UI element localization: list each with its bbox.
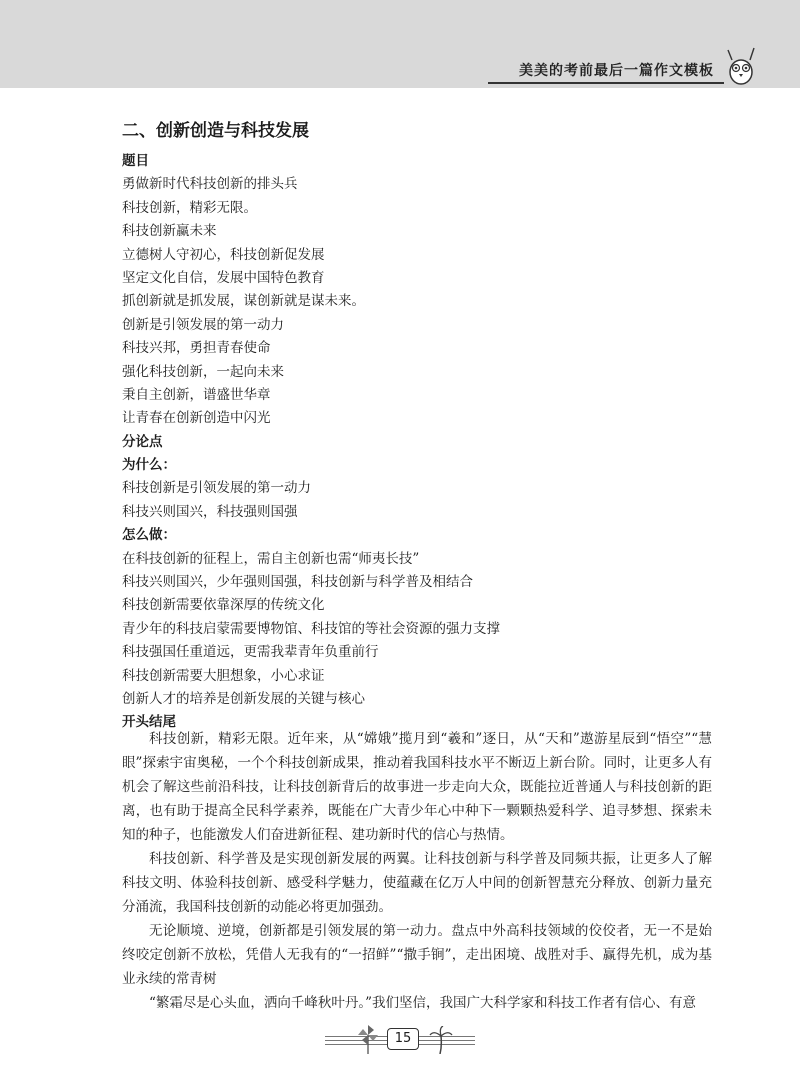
section-title: 二、创新创造与科技发展 (122, 121, 309, 141)
topic-item: 勇做新时代科技创新的排头兵 (122, 176, 298, 193)
topic-item: 秉自主创新，谱盛世华章 (122, 386, 271, 403)
how-item: 科技兴则国兴，少年强则国强，科技创新与科学普及相结合 (122, 574, 473, 591)
how-item: 科技强国任重道远，更需我辈青年负重前行 (122, 644, 379, 661)
opening-ending-heading: 开头结尾 (122, 714, 176, 731)
how-item: 科技创新需要依靠深厚的传统文化 (122, 597, 325, 614)
page-footer (325, 1022, 475, 1066)
palm-tree-icon (429, 1026, 453, 1054)
body-paragraph: 科技创新，精彩无限。近年来，从“嫦娥”揽月到“羲和”逐日，从“天和”遨游星辰到“悟空”“慧眼”探索宇宙奥秘，一个个科技创新成果，推动着我国科技水平不断迈上新台阶。同时，让更多人有机会了解这些前沿科技，让科技创新背后的故事进一步走向大众，既能拉近普通人与科技创新的距离，也有助于提高全民科学素养，既能在广大青少年心中种下一颗颗热爱科学、追寻梦想、探索未知的种子，也能激发人们奋进新征程、建功新时代的信心与热情。 (122, 731, 712, 843)
topic-item: 科技创新，精彩无限。 (122, 199, 257, 216)
how-item: 在科技创新的征程上，需自主创新也需“师夷长技” (122, 550, 420, 567)
how-heading: 怎么做： (122, 527, 176, 544)
point-heading: 分论点 (122, 433, 163, 450)
topic-item: 抓创新就是抓发展，谋创新就是谋未来。 (122, 293, 365, 310)
why-heading: 为什么： (122, 457, 176, 474)
body-paragraph: “繁霜尽是心头血，洒向千峰秋叶丹。”我们坚信，我国广大科学家和科技工作者有信心、有意 (149, 995, 697, 1011)
sample-paragraphs (122, 727, 712, 1015)
how-item: 科技创新需要大胆想象，小心求证 (122, 667, 325, 684)
topic-item: 科技创新赢未来 (122, 223, 217, 240)
header-rule (488, 82, 724, 84)
why-item: 科技创新是引领发展的第一动力 (122, 480, 311, 497)
pinwheel-icon (357, 1024, 379, 1054)
how-item: 创新人才的培养是创新发展的关键与核心 (122, 690, 365, 707)
topic-heading: 题目 (122, 153, 149, 169)
page-number: 15 (387, 1028, 419, 1050)
outline-list (122, 150, 712, 735)
body-paragraph: 无论顺境、逆境，创新都是引领发展的第一动力。盘点中外高科技领域的佼佼者，无一不是始终咬定创新不放松，凭借人无我有的“一招鲜”“撒手锏”，走出困境、战胜对手、赢得先机，成为基业永续的常青树 (122, 923, 712, 987)
topic-item: 立德树人守初心，科技创新促发展 (122, 246, 325, 263)
topic-item: 强化科技创新，一起向未来 (122, 363, 284, 380)
why-item: 科技兴则国兴，科技强则国强 (122, 503, 298, 520)
topic-item: 科技兴邦，勇担青春使命 (122, 340, 271, 357)
running-header-title: 美美的考前最后一篇作文模板 (519, 63, 714, 79)
topic-item: 创新是引领发展的第一动力 (122, 316, 284, 333)
owl-mascot-icon (724, 46, 758, 86)
how-item: 青少年的科技启蒙需要博物馆、科技馆的等社会资源的强力支撑 (122, 620, 500, 637)
body-paragraph: 科技创新、科学普及是实现创新发展的两翼。让科技创新与科学普及同频共振，让更多人了解科技文明、体验科技创新、感受科学魅力，使蕴藏在亿万人中间的创新智慧充分释放、创新力量充分涌流，我国科技创新的动能必将更加强劲。 (122, 851, 712, 915)
topic-item: 让青春在创新创造中闪光 (122, 410, 271, 427)
topic-item: 坚定文化自信，发展中国特色教育 (122, 269, 325, 286)
